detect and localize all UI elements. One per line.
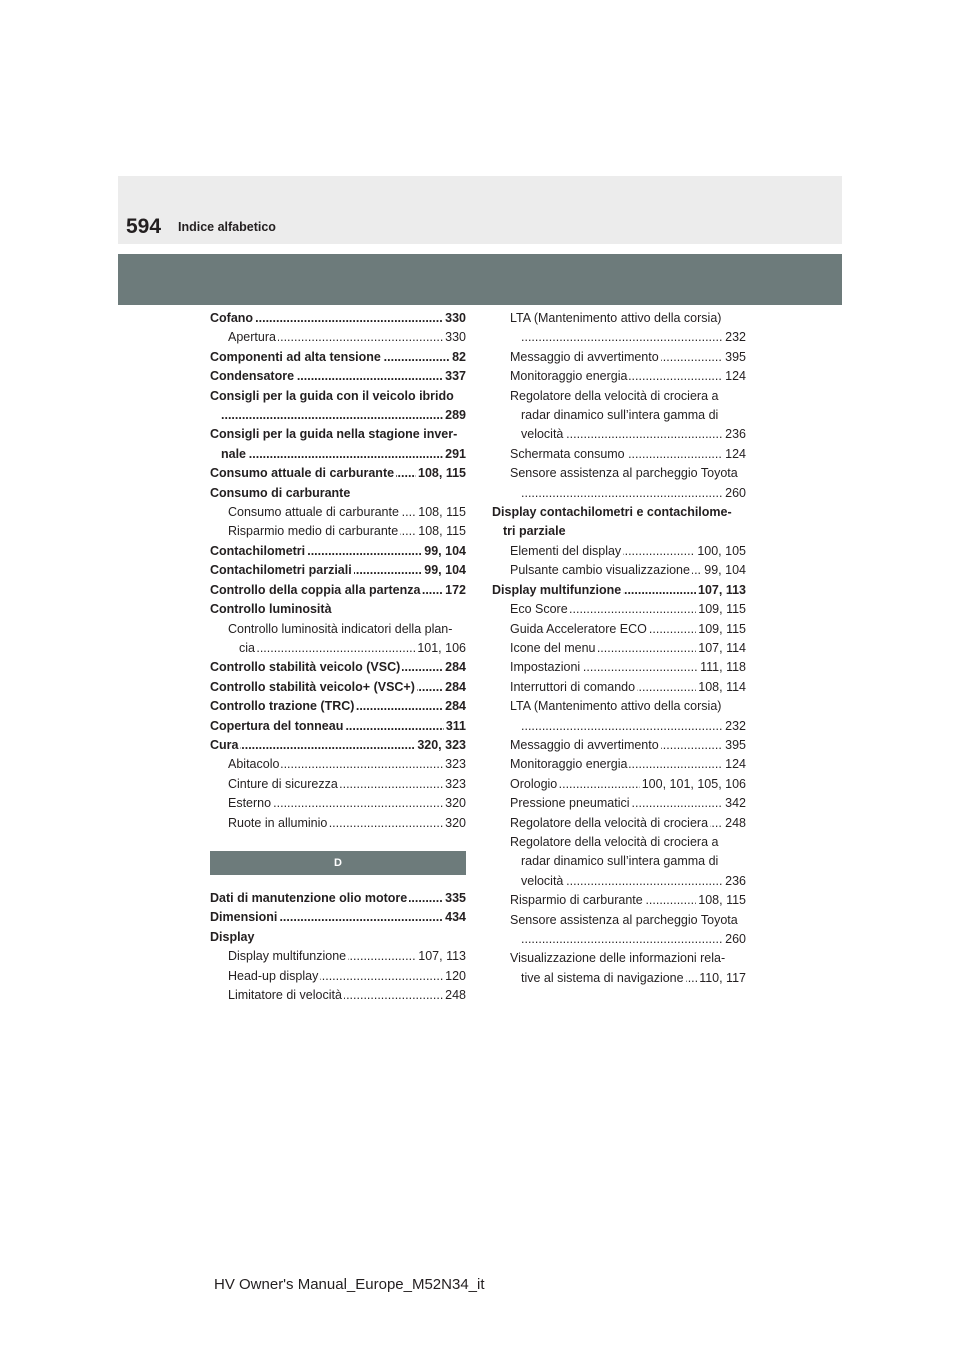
index-entry-page: 108, 115 [416, 464, 466, 483]
index-entry-term-continued [492, 328, 746, 347]
dot-leader [521, 930, 746, 949]
index-entry [210, 561, 466, 580]
index-entry-term: ..... 320, 323 Cura [210, 736, 466, 755]
index-entry-page: 100, 105 [695, 542, 746, 561]
index-entry-page: 99, 104 [422, 542, 466, 561]
index-entry-page: 110, 117 [697, 969, 746, 988]
index-entry [492, 387, 746, 445]
index-entry-page: 124 [723, 367, 746, 386]
index-entry-term-continued [492, 717, 746, 736]
index-entry [210, 328, 466, 347]
index-entry [210, 928, 466, 947]
index-entry-term-continued: ..... 101, 106 cia [210, 639, 466, 658]
index-entry [492, 581, 746, 600]
index-entry [492, 755, 746, 774]
index-entry [210, 600, 466, 619]
page-number: 594 [126, 215, 162, 238]
index-entry-term: ..... 284 Controllo stabilità veicolo+ (VSC+) [210, 678, 466, 697]
section-letter-bar [210, 851, 466, 875]
index-entry-page: 108, 115 [416, 503, 466, 522]
index-entry-term: ..... 434 Dimensioni [210, 908, 466, 927]
footer-manual-id: HV Owner's Manual_Europe_M52N34_it [214, 1276, 485, 1293]
index-column-left [210, 309, 466, 1005]
index-entry-term: ..... 108, 115 Consumo attuale di carburante [210, 503, 466, 522]
index-list-c [210, 309, 466, 833]
index-entry-page: 330 [443, 328, 466, 347]
index-entry-page: 395 [723, 348, 746, 367]
index-entry-page: 108, 115 [696, 891, 746, 910]
index-entry-term: ..... 395 Messaggio di avvertimento [492, 348, 746, 367]
index-entry [492, 658, 746, 677]
index-entry-term-continued: tri parziale [503, 524, 566, 539]
index-entry-term: ..... 323 Abitacolo [210, 755, 466, 774]
index-entry [210, 755, 466, 774]
index-entry [210, 620, 466, 659]
index-entry-term: ..... 100, 101, 105, 106 Orologio [492, 775, 746, 794]
index-entry-term: ..... 108, 115 Consumo attuale di carburante [210, 464, 466, 483]
index-entry [492, 814, 746, 833]
index-entry-page: 320 [443, 794, 466, 813]
index-entry-term-continued [210, 406, 466, 425]
index-entry-term-continued: ..... 236 velocità [492, 872, 746, 891]
index-entry-term: ..... 311 Copertura del tonneau [210, 717, 466, 736]
index-entry [492, 503, 746, 542]
index-entry [492, 542, 746, 561]
index-entry-page: 323 [443, 755, 466, 774]
index-entry-page: 236 [723, 872, 746, 891]
index-entry-page: 248 [723, 814, 746, 833]
index-entry-page: 337 [443, 367, 466, 386]
index-entry-page: 284 [443, 697, 466, 716]
index-entry-term-continued: radar dinamico sull’intera gamma di [521, 408, 719, 423]
index-entry [210, 658, 466, 677]
index-entry [210, 736, 466, 755]
index-entry-page: 289 [443, 406, 466, 425]
index-entry-page: 124 [723, 445, 746, 464]
index-entry [492, 911, 746, 950]
dot-leader [221, 445, 466, 464]
index-entry-term: Sensore assistenza al parcheggio Toyota [510, 466, 738, 481]
index-entry-page: 124 [723, 755, 746, 774]
index-entry-page: 108, 114 [696, 678, 746, 697]
index-entry-term: ..... 172 Controllo della coppia alla partenza [210, 581, 466, 600]
index-entry [492, 309, 746, 348]
index-entry-page: 284 [443, 678, 466, 697]
index-entry-term: LTA (Mantenimento attivo della corsia) [510, 699, 722, 714]
index-entry-term: ..... 248 Limitatore di velocità [210, 986, 466, 1005]
index-entry [492, 891, 746, 910]
index-entry [492, 736, 746, 755]
index-entry-term: ..... 107, 114 Icone del menu [492, 639, 746, 658]
index-entry-term: LTA (Mantenimento attivo della corsia) [510, 311, 722, 325]
index-list-d-continued [492, 309, 746, 988]
header-dark-band [118, 254, 842, 305]
index-entry [492, 697, 746, 736]
index-entry-page: 108, 115 [416, 522, 466, 541]
index-entry [210, 387, 466, 426]
index-entry-term: Consigli per la guida nella stagione inver- [210, 427, 458, 442]
index-entry-page: 120 [443, 967, 466, 986]
index-entry-page: 311 [444, 717, 466, 736]
index-entry-term: ..... 248 Regolatore della velocità di crociera [492, 814, 746, 833]
index-entry-term: ..... 323 Cinture di sicurezza [210, 775, 466, 794]
index-entry-page: 395 [723, 736, 746, 755]
section-letter: D [334, 856, 342, 869]
index-entry-term: ..... 82 Componenti ad alta tensione [210, 348, 466, 367]
index-entry [210, 503, 466, 522]
index-entry-page: 232 [723, 328, 746, 347]
index-entry-term: ..... 335 Dati di manutenzione olio motore [210, 889, 466, 908]
index-entry-term: ..... 337 Condensatore [210, 367, 466, 386]
index-entry [492, 833, 746, 891]
index-entry-term: Consigli per la guida con il veicolo ibrido [210, 388, 454, 403]
index-entry [492, 561, 746, 580]
index-entry-term: ..... 100, 105 Elementi del display [492, 542, 746, 561]
index-entry-page: 107, 114 [696, 639, 746, 658]
index-entry [492, 600, 746, 619]
index-entry [492, 367, 746, 386]
index-entry-term: Controllo luminosità indicatori della plan- [228, 621, 453, 636]
index-entry [492, 678, 746, 697]
index-entry [210, 947, 466, 966]
index-entry [210, 464, 466, 483]
index-entry-term-continued: ..... 291 nale [210, 445, 466, 464]
dot-leader [521, 328, 746, 347]
index-entry [492, 464, 746, 503]
index-entry-term: ..... 108, 115 Risparmio di carburante [492, 891, 746, 910]
index-entry [210, 986, 466, 1005]
index-entry-page: 320 [443, 814, 466, 833]
index-entry-term: Regolatore della velocità di crociera a [510, 834, 719, 849]
index-entry-term: ..... 111, 118 Impostazioni [492, 658, 746, 677]
index-entry-term: ..... 124 Monitoraggio energia [492, 367, 746, 386]
index-entry [210, 348, 466, 367]
index-entry-page: 330 [443, 309, 466, 328]
index-entry-term: ..... 99, 104 Contachilometri parziali [210, 561, 466, 580]
index-entry-term: ..... 108, 115 Risparmio medio di carburante [210, 522, 466, 541]
dot-leader [221, 406, 466, 425]
index-entry-term: Controllo luminosità [210, 602, 332, 617]
index-entry-page: 100, 101, 105, 106 [640, 775, 746, 794]
index-entry-page: 109, 115 [696, 600, 746, 619]
index-entry [210, 522, 466, 541]
index-entry [492, 775, 746, 794]
section-title: Indice alfabetico [178, 220, 276, 234]
index-entry-term: ..... 395 Messaggio di avvertimento [492, 736, 746, 755]
index-entry-term: Consumo di carburante [210, 485, 351, 500]
index-entry-page: 99, 104 [422, 561, 466, 580]
index-entry [210, 775, 466, 794]
index-entry [210, 678, 466, 697]
index-entry [210, 542, 466, 561]
index-entry-term: ..... 109, 115 Guida Acceleratore ECO [492, 620, 746, 639]
index-entry-page: 232 [723, 717, 746, 736]
index-entry-page: 291 [443, 445, 466, 464]
index-entry [492, 639, 746, 658]
index-list-d [210, 889, 466, 1005]
index-entry [492, 794, 746, 813]
index-entry [210, 717, 466, 736]
index-column-right [492, 309, 746, 988]
index-entry-page: 111, 118 [698, 658, 746, 677]
index-entry-page: 260 [723, 484, 746, 503]
index-entry-page: 107, 113 [696, 581, 746, 600]
index-entry [210, 484, 466, 503]
index-entry [210, 814, 466, 833]
index-entry [492, 949, 746, 988]
index-entry-page: 260 [723, 930, 746, 949]
index-entry [210, 794, 466, 813]
index-entry-page: 284 [443, 658, 466, 677]
index-entry-page: 99, 104 [702, 561, 746, 580]
index-entry-term-continued: ..... 110, 117 tive al sistema di navigazione [492, 969, 746, 988]
index-entry [210, 697, 466, 716]
index-entry [210, 425, 466, 464]
index-entry-term: ..... 124 Monitoraggio energia [492, 755, 746, 774]
index-entry-page: 320, 323 [415, 736, 466, 755]
index-entry [210, 967, 466, 986]
index-entry-term: ..... 107, 113 Display multifunzione [210, 947, 466, 966]
index-entry-term: ..... 120 Head-up display [210, 967, 466, 986]
index-entry-term: ..... 342 Pressione pneumatici [492, 794, 746, 813]
index-entry [210, 889, 466, 908]
index-entry-term: ..... 107, 113 Display multifunzione [492, 581, 746, 600]
index-entry-term: ..... 330 Cofano [210, 309, 466, 328]
index-entry-page: 172 [443, 581, 466, 600]
dot-leader [521, 484, 746, 503]
index-entry-term: Regolatore della velocità di crociera a [510, 388, 719, 403]
index-entry-term: ..... 284 Controllo trazione (TRC) [210, 697, 466, 716]
index-entry-term: ..... 99, 104 Contachilometri [210, 542, 466, 561]
index-entry [492, 348, 746, 367]
index-entry-term: ..... 124 Schermata consumo [492, 445, 746, 464]
index-entry-term: ..... 109, 115 Eco Score [492, 600, 746, 619]
index-entry-term-continued [492, 930, 746, 949]
index-entry-term: ..... 320 Esterno [210, 794, 466, 813]
index-entry-page: 107, 113 [416, 947, 466, 966]
index-entry-page: 434 [443, 908, 466, 927]
index-entry-term: ..... 320 Ruote in alluminio [210, 814, 466, 833]
index-entry-page: 248 [443, 986, 466, 1005]
index-entry-page: 236 [723, 425, 746, 444]
index-entry-term-continued: radar dinamico sull’intera gamma di [521, 854, 719, 869]
index-entry-term-continued: ..... 236 velocità [492, 425, 746, 444]
index-entry [210, 581, 466, 600]
index-entry-page: 323 [443, 775, 466, 794]
index-entry [210, 309, 466, 328]
index-entry-term: Visualizzazione delle informazioni rela- [510, 951, 726, 966]
index-entry-page: 109, 115 [696, 620, 746, 639]
index-entry-term: ..... 284 Controllo stabilità veicolo (VSC) [210, 658, 466, 677]
index-entry [492, 445, 746, 464]
index-entry [210, 908, 466, 927]
index-entry-term: Display [210, 929, 255, 944]
index-entry-term: ..... 330 Apertura [210, 328, 466, 347]
index-entry-term: Display contachilometri e contachilome- [492, 505, 732, 520]
index-entry-page: 82 [450, 348, 466, 367]
index-entry-term: ..... 108, 114 Interruttori di comando [492, 678, 746, 697]
index-entry-term: Sensore assistenza al parcheggio Toyota [510, 912, 738, 927]
index-entry [492, 620, 746, 639]
index-entry [210, 367, 466, 386]
index-entry-term-continued [492, 484, 746, 503]
index-entry-page: 101, 106 [415, 639, 466, 658]
index-entry-page: 335 [443, 889, 466, 908]
dot-leader [521, 717, 746, 736]
index-entry-term: ..... 99, 104 Pulsante cambio visualizzazione [492, 561, 746, 580]
index-entry-page: 342 [723, 794, 746, 813]
